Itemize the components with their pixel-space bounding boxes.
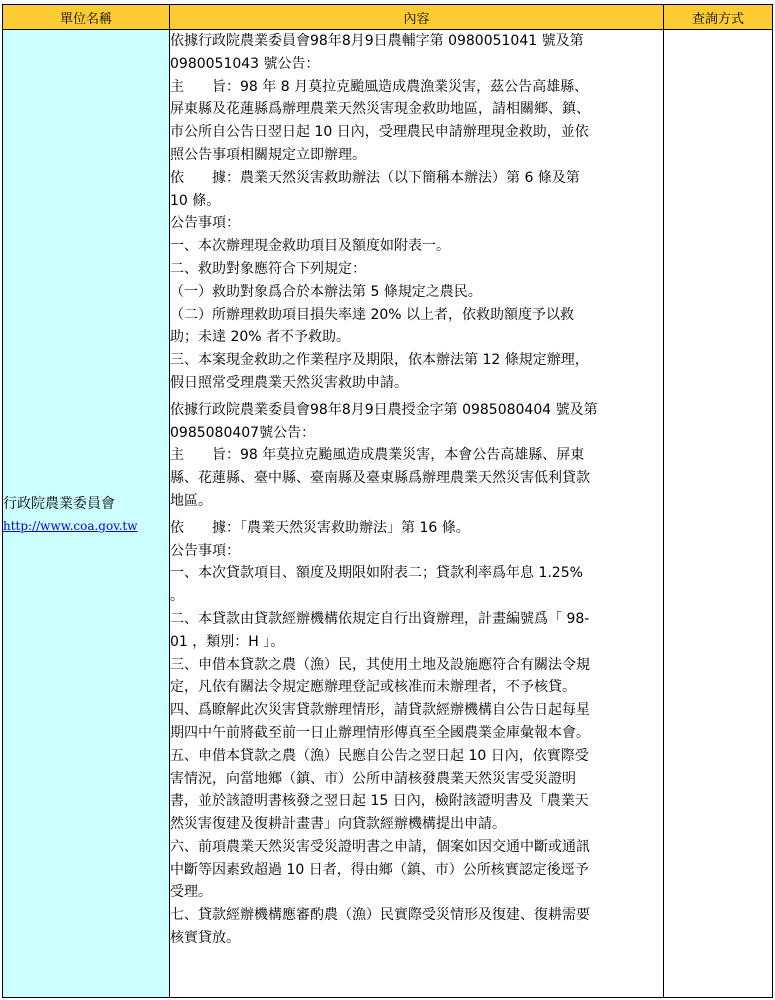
content-line: 一、本次貸款項目、額度及期限如附表二；貸款利率爲年息 1.25% [170,565,583,582]
content-line: 縣、花蓮縣、臺中縣、臺南縣及臺東縣爲辦理農業天然災害低利貸款 [170,470,590,487]
query-method-cell [664,30,773,998]
content-line: 一、本次辦理現金救助項目及額度如附表一。 [170,238,450,255]
content-line: 七、貸款經辦機構應審酌農（漁）民實際受災情形及復建、復耕需要 [170,907,590,924]
content-line: 三、申借本貸款之農（漁）民，其使用土地及設施應符合有關法令規 [170,656,590,673]
content-line: 受理。 [170,884,212,901]
content-line: 10 條。 [170,192,221,209]
content-line: 地區。 [170,492,212,509]
content-line: 助；未達 20% 者不予救助。 [170,329,351,346]
content-header: 內容 [170,5,664,30]
unit-name: 行政院農業委員會 [3,496,115,512]
content-line: 害情況，向當地鄉（鎮、市）公所申請核發農業天然災害受災證明 [170,770,576,787]
announcement-text [170,30,663,950]
query-method-header: 查詢方式 [664,5,773,30]
content-line: 二、本貸款由貸款經辦機構依規定自行出資辦理，計畫編號爲「 98- [170,610,590,627]
content-line: 01 ，類別：H 」。 [170,633,285,650]
content-line: 期四中午前將截至前一日止辦理情形傳真至全國農業金庫彙報本會。 [170,724,590,741]
content-line: 六、前項農業天然災害受災證明書之申請，個案如因交通中斷或通訊 [170,838,590,855]
content-line: 定，凡依有關法令規定應辦理登記或核准而未辦理者，不予核貸。 [170,679,576,696]
content-line: 市公所自公告日翌日起 10 日內，受理農民申請辦理現金救助，並依 [170,124,589,141]
content-line: （一）救助對象爲合於本辦法第 5 條規定之農民。 [170,283,482,300]
content-line: 然災害復建及復耕計畫書」向貸款經辦機構提出申請。 [170,816,506,833]
content-line: 依據行政院農業委員會98年8月9日農授金字第 0985080404 號及第 [170,401,598,418]
unit-cell [3,30,170,998]
unit-name-header: 單位名稱 [3,5,170,30]
content-line: 主 旨：98 年 8 月莫拉克颱風造成農漁業災害，茲公告高雄縣、 [170,78,589,95]
content-line: 屏東縣及花蓮縣爲辦理農業天然災害現金救助地區，請相關鄉、鎮、 [170,101,590,118]
content-line: 書，並於該證明書核發之翌日起 15 日內，檢附該證明書及「農業天 [170,793,589,810]
content-line: 0985080407號公告： [170,424,316,441]
content-line: 核實貸放。 [170,930,240,947]
content-line: 依 據：農業天然災害救助辦法（以下簡稱本辦法）第 6 條及第 [170,169,580,186]
content-line: （二）所辦理救助項目損失率達 20% 以上者，依救助額度予以救 [170,306,575,323]
content-line: 中斷等因素致超過 10 日者，得由鄉（鎮、市）公所核實認定後逕予 [170,861,589,878]
content-line: 0980051043 號公告： [170,55,320,72]
content-line: 。 [170,588,184,605]
notice-table [2,4,773,998]
content-line: 依 據：「農業天然災害救助辦法」第 16 條。 [170,519,470,536]
content-line: 公告事項： [170,215,240,232]
content-line: 依據行政院農業委員會98年8月9日農輔字第 0980051041 號及第 [170,33,584,49]
content-line: 五、申借本貸款之農（漁）民應自公告之翌日起 10 日內，依實際受 [170,747,589,764]
content-line: 三、本案現金救助之作業程序及期限，依本辦法第 12 條規定辦理， [170,352,589,369]
content-cell [170,30,664,998]
content-line: 二、救助對象應符合下列規定： [170,260,366,277]
content-line: 照公告事項相關規定立即辦理。 [170,146,366,163]
table-row [3,30,773,998]
unit-url-link[interactable]: http://www.coa.gov.tw [3,519,138,533]
content-line: 主 旨：98 年莫拉克颱風造成農業災害，本會公告高雄縣、屏東 [170,447,585,464]
header-row [3,5,773,30]
content-line: 假日照常受理農業天然災害救助申請。 [170,374,408,391]
content-line: 四、爲瞭解此次災害貸款辦理情形，請貸款經辦機構自公告日起每星 [170,702,590,719]
content-line: 公告事項： [170,542,240,559]
